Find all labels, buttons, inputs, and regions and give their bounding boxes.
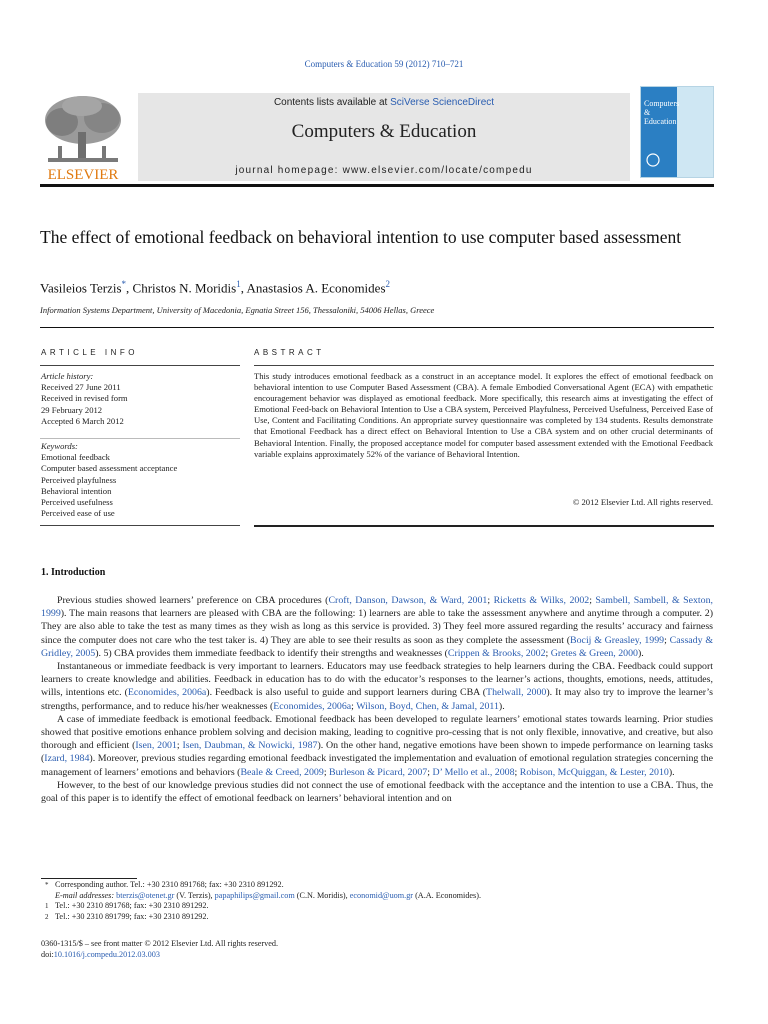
author-mark[interactable]: 1 [236, 279, 241, 289]
text-run: ; [514, 766, 520, 778]
article-info-label: ARTICLE INFO [41, 348, 138, 357]
footnote [41, 891, 713, 902]
contents-line: Contents lists available at SciVerse ScienceDirect [273, 97, 495, 108]
text-run: ). It may also try to improve the learner’s strengths, performance, and to reduce his/her weaknesses ( [41, 687, 713, 712]
introduction-body [41, 594, 713, 805]
footnote: * Corresponding author. Tel.: +30 2310 891768; fax: +30 2310 891292. [45, 880, 284, 889]
footnotes [41, 880, 713, 922]
sciencedirect-link[interactable]: SciVerse ScienceDirect [390, 97, 495, 108]
author-name[interactable]: Anastasios A. Economides [246, 280, 386, 296]
text-run: ; [664, 634, 670, 646]
abstract-label: ABSTRACT [254, 348, 325, 357]
journal-homepage: journal homepage: www.elsevier.com/locate/compedu [235, 165, 533, 176]
text-run: (V. Terzis), [174, 890, 215, 900]
paragraph [41, 594, 713, 660]
doi-link[interactable]: 10.1016/j.compedu.2012.03.003 [53, 950, 160, 959]
text-run: ; [323, 766, 330, 778]
page-footer [41, 938, 278, 960]
abstract-rule [254, 365, 714, 366]
citation-link[interactable]: Economides, 2006a [273, 700, 352, 712]
section-heading-introduction: 1. Introduction [41, 567, 106, 578]
citation-link[interactable]: Ricketts & Wilks, 2002 [493, 595, 590, 606]
cover-title: Computers & Education [644, 99, 680, 126]
keyword: Computer based assessment acceptance [41, 463, 178, 474]
citation-link[interactable]: Burleson & Picard, 2007 [329, 766, 428, 778]
keyword: Perceived playfulness [41, 474, 117, 485]
footnote-rule [41, 878, 137, 879]
citation-link[interactable]: Bocij & Greasley, 1999 [570, 634, 665, 646]
text-run: Instantaneous or immediate feedback is very important to learners. Educators may use feedback strategies to help learners during the CBA. Feedback could support learners to create knowledge and abilities. Feedback in education has to do with the educator’s responses to the learner’s actions, thoughts, emotions, needs, attitudes, wills, intentions etc. ( [41, 661, 713, 699]
citation-link[interactable]: Cassady & Gridley, 2005 [41, 634, 714, 659]
text-run: ). Moreover, previous studies regarding emotional feedback investigated the implementation and evaluation of emotional regulation strategies concerning the management of learners’ emotions and behaviors ( [41, 753, 713, 778]
citation-link[interactable]: bterzis@otenet.gr [116, 890, 175, 900]
citation-link[interactable]: Crippen & Brooks, 2002 [447, 647, 546, 659]
citation-link[interactable]: Isen, 2001 [135, 740, 177, 752]
text-run: ; [176, 740, 183, 752]
citation-link[interactable]: Thelwall, 2000 [486, 687, 547, 699]
citation-link[interactable]: Beale & Creed, 2009 [240, 766, 324, 778]
citation-link[interactable]: Izard, 1984 [44, 753, 90, 765]
journal-banner [138, 93, 630, 181]
affiliation: Information Systems Department, University of Macedonia, Egnatia Street 156, Thessaloniki, 54006 Hellas, Greece [40, 305, 435, 315]
citation-link[interactable]: Isen, Daubman, & Nowicki, 1987 [182, 740, 318, 752]
abstract-copyright: © 2012 Elsevier Ltd. All rights reserved. [572, 497, 713, 507]
author-mark[interactable]: 2 [385, 279, 390, 289]
text-run: ; [589, 595, 596, 606]
author-list: Vasileios Terzis*, Christos N. Moridis$^1$, Anastasios A. Economides$^2$ [40, 279, 390, 296]
text-run: ). [668, 766, 675, 778]
author-name[interactable]: Christos N. Moridis [132, 280, 237, 296]
cover-emblem-icon [646, 153, 660, 167]
text-run: ). The main reasons that learners are pleased with CBA are the following: 1) learners are able to take the assessment anywhere and anytime through a computer. 2) They are also able to take the test as many times as they wish as long as this service is provided. 3) They feel more assured regarding the results’ accuracy and fairness since the computer does not care who the test taker is. 4) They are able to see their results as soon as they complete the assessment ( [41, 608, 713, 646]
text-run: ; [487, 595, 494, 606]
abstract-text: This study introduces emotional feedback as a construct in an acceptance model. It explores the effect of emotional feedback on behavioral intention to use Computer Based Assessment (CBA). A female Embodied Conversational Agent (ECA) with empathetic encouragement behavior was displayed as emotional feedback. More specifically, this research aims at investigating the effect of Emotional Feed-back on Behavioral Intention to Use a CBA system, Perceived Playfulness, Perceived Usefulness, Perceived Ease of Use, Content and Facilitating Conditions. An appropriate survey questionnaire was completed by 134 students. Results demonstrate that Emotional Feedback has a direct effect on Behavioral Intention to Use a CBA system and on other crucial determinants of Behavioral Intention. Finally, the proposed acceptance model for computer based assessment extended with the Emotional Feedback variable explains approximately 52% of the variance of Behavioral Intention. [254, 371, 713, 459]
citation-link[interactable]: Croft, Danson, Dawson, & Ward, 2001 [328, 595, 488, 606]
text-run: ). [637, 647, 644, 659]
text-run: However, to the best of our knowledge previous studies did not connect the use of emotional feedback with the acceptance and the intention to use a CBA. Thus, the goal of this paper is to identify the effect of emotional feedback on learners’ behavioral intention and on [41, 779, 713, 805]
issn-line: 0360-1315/$ – see front matter © 2012 Elsevier Ltd. All rights reserved. [41, 939, 279, 948]
article-info-bottom-rule [40, 525, 240, 526]
citation-link[interactable]: papaphilips@gmail.com [214, 890, 295, 900]
text-run: Previous studies showed learners’ preference on CBA procedures ( [57, 595, 329, 606]
text-run: ; [427, 766, 433, 778]
text-run: (C.N. Moridis), [294, 890, 350, 900]
citation-link[interactable]: Robison, McQuiggan, & Lester, 2010 [519, 766, 669, 778]
title-rule [40, 327, 714, 328]
citation-link[interactable]: D’ Mello et al., 2008 [432, 766, 515, 778]
journal-cover-image [640, 86, 714, 178]
text-run: Corresponding author. Tel.: +30 2310 891768; fax: +30 2310 891292. [55, 880, 284, 889]
text-run: Tel.: +30 2310 891768; fax: +30 2310 891292. [55, 901, 209, 911]
text-run: A case of immediate feedback is emotional feedback. Emotional feedback has been developed to regulate learners’ emotional states towards learning. Prior studies showed that positive emotions enhance problem solving and decision making, leading to cognitive pro-cessing that is not only flexible, innovative, and creative, but also thorough and efficient ( [41, 713, 713, 752]
journal-citation[interactable]: Computers & Education 59 (2012) 710–721 [304, 59, 464, 69]
citation-link[interactable]: economid@uom.gr [349, 890, 414, 900]
homepage-link[interactable]: www.elsevier.com/locate/compedu [342, 165, 533, 176]
keyword: Perceived ease of use [41, 508, 115, 519]
citation-link[interactable]: Wilson, Boyd, Chen, & Jamal, 2011 [356, 700, 499, 712]
paragraph [41, 779, 713, 805]
abstract-bottom-rule [254, 525, 714, 527]
italic-text: E-mail addresses: [55, 890, 117, 900]
elsevier-tree-logo [40, 92, 126, 182]
text-run: ). 5) CBA provides them immediate feedback to identify their strengths and weaknesses ( [95, 647, 448, 659]
keyword: Perceived usefulness [41, 497, 113, 508]
doi-line: doi:10.1016/j.compedu.2012.03.003 [41, 950, 160, 959]
text-run: ; [545, 647, 551, 659]
keyword: Behavioral intention [41, 485, 112, 496]
article-title: The effect of emotional feedback on behavioral intention to use computer based assessment [40, 227, 682, 247]
svg-text:ELSEVIER: ELSEVIER [47, 167, 119, 182]
article-info-rule [40, 365, 240, 366]
paragraph [41, 660, 713, 713]
header-rule [40, 184, 714, 187]
author-name[interactable]: Vasileios Terzis [40, 280, 122, 296]
journal-title: Computers & Education [291, 121, 477, 142]
paragraph [41, 713, 713, 779]
citation-link[interactable]: Sambell, Sambell, & Sexton, 1999 [41, 595, 714, 620]
text-run: (A.A. Economides). [413, 890, 482, 900]
keyword: Emotional feedback [41, 452, 110, 463]
author-mark[interactable]: * [121, 279, 127, 289]
text-run: ; [351, 700, 357, 712]
text-run: ). [498, 700, 505, 712]
article-history: Article history: Received 27 June 2011 Received in revised form 29 February 2012 Accepted 6 March 2012 [41, 371, 128, 426]
citation-link[interactable]: Economides, 2006a [127, 687, 207, 699]
footnote: 1 Tel.: +30 2310 891768; fax: +30 2310 891292. [45, 901, 209, 911]
text-run: ). On the other hand, negative emotions have been shown to impede performance on learning tasks ( [41, 740, 713, 765]
footnote: 2 Tel.: +30 2310 891799; fax: +30 2310 891292. [45, 911, 209, 921]
keywords-rule [40, 438, 240, 439]
keywords-list: Keywords: Emotional feedback Computer based assessment acceptance Perceived playfulness Behavioral intention Perceived usefulness Perceived ease of use [41, 441, 178, 519]
citation-link[interactable]: Gretes & Green, 2000 [550, 647, 638, 659]
text-run: ). Feedback is also useful to guide and support learners during CBA ( [206, 687, 487, 699]
text-run: Tel.: +30 2310 891799; fax: +30 2310 891292. [55, 911, 209, 921]
